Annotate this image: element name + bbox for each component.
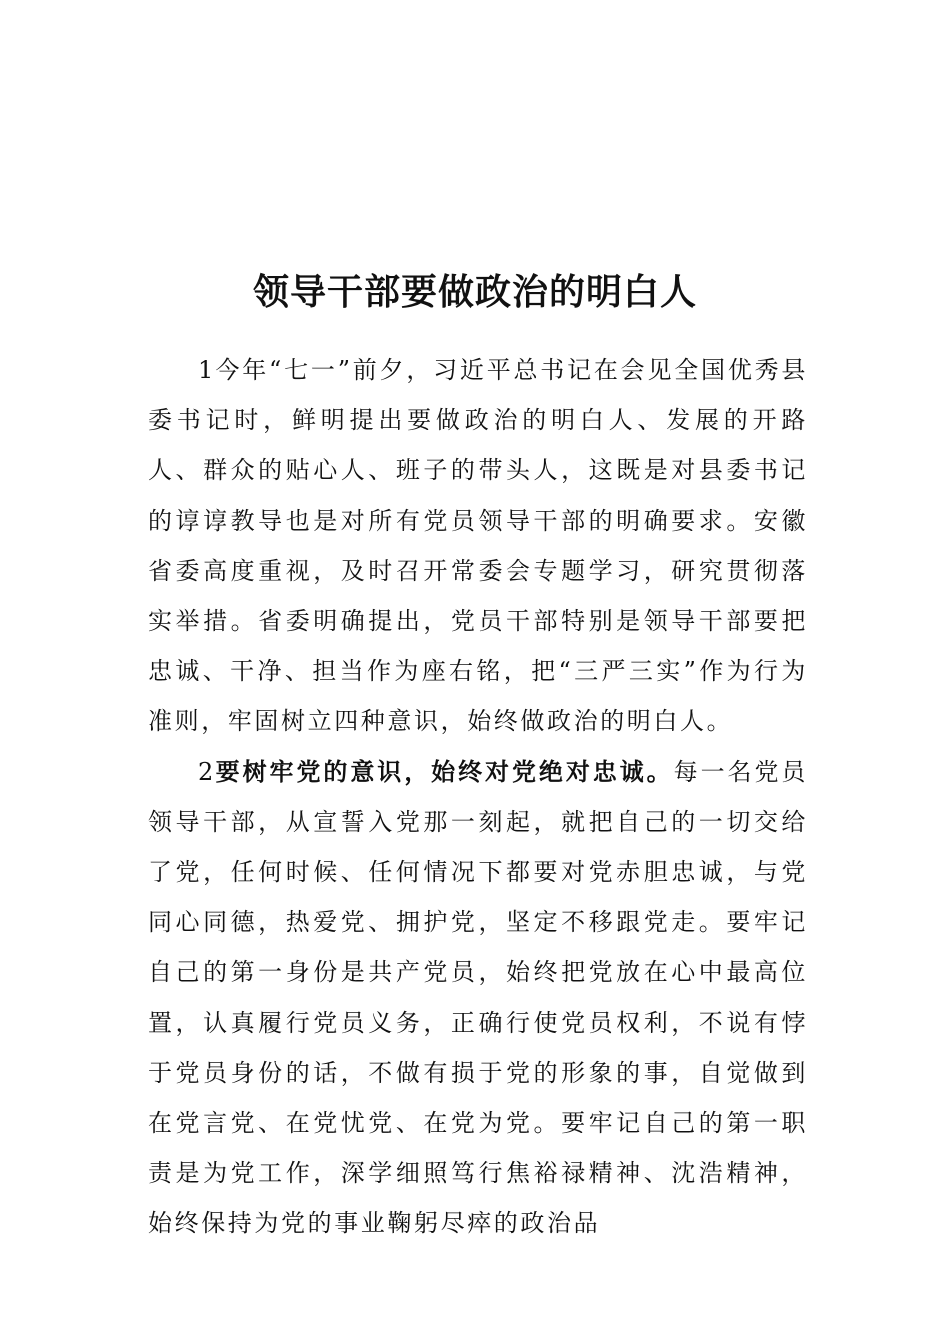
paragraph-text: 今年“七一”前夕，习近平总书记在会见全国优秀县委书记时，鲜明提出要做政治的明白人、发展的开路人、群众的贴心人、班子的带头人，这既是对县委书记的谆谆教导也是对所有党员领导干部的明确要求。安徽省委高度重视，及时召开常委会专题学习，研究贯彻落实举措。省委明确提出，党员干部特别是领导干部要把忠诚、干净、担当作为座右铭，把“三严三实”作为行为准则，牢固树立四种意识，始终做政治的明白人。 [148, 356, 808, 736]
paragraph-1 [148, 345, 808, 747]
paragraph-text: 每一名党员领导干部，从宣誓入党那一刻起，就把自己的一切交给了党，任何时候、任何情况下都要对党赤胆忠诚，与党同心同德，热爱党、拥护党，坚定不移跟党走。要牢记自己的第一身份是共产党员，始终把党放在心中最高位置，认真履行党员义务，正确行使党员权利，不说有悖于党员身份的话，不做有损于党的形象的事，自觉做到在党言党、在党忧党、在党为党。要牢记自己的第一职责是为党工作，深学细照笃行焦裕禄精神、沈浩精神，始终保持为党的事业鞠躬尽瘁的政治品 [148, 757, 809, 1238]
paragraph-2 [148, 747, 808, 1249]
paragraph-lead-sentence: 要树牢党的意识，始终对党绝对忠诚。 [215, 756, 674, 786]
paragraph-number: 1 [198, 356, 214, 384]
document-body [148, 345, 808, 1249]
document-title: 领导干部要做政治的明白人 [252, 271, 697, 313]
paragraph-number: 2 [198, 757, 214, 786]
